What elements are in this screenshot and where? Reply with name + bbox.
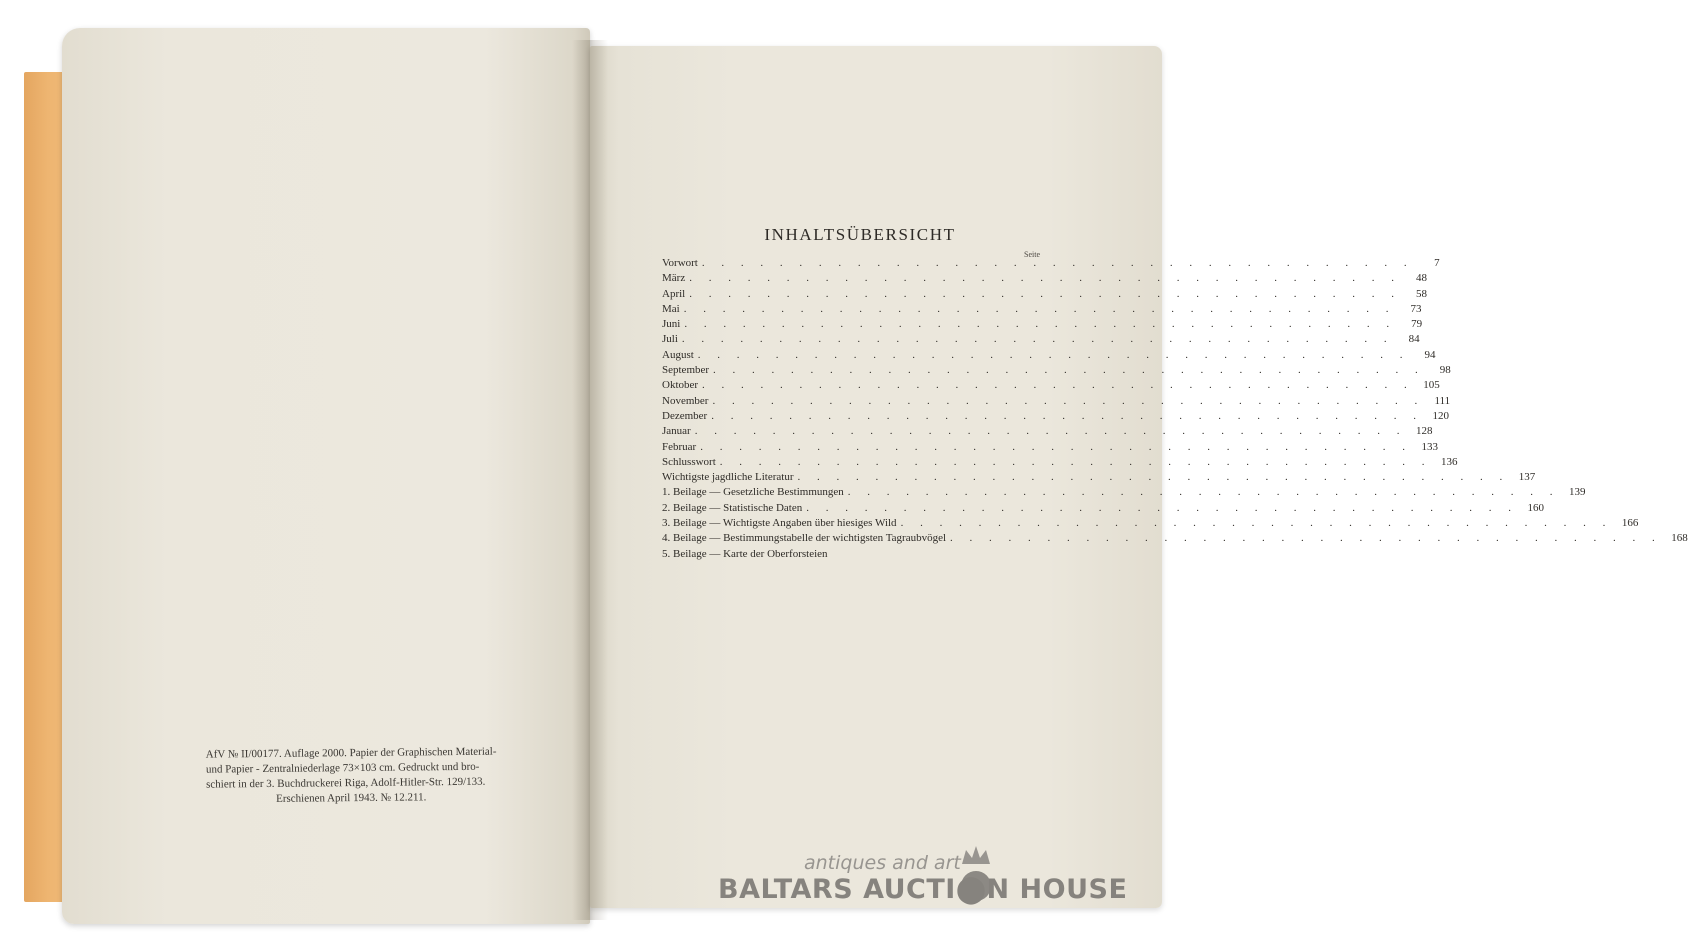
toc-leader-dots: . . . . . . . . . . . . . . . . . . . . . . . . . . . . . . . . . . . . . [697, 348, 1410, 361]
toc-entry [662, 271, 1427, 286]
toc-entry [662, 440, 1438, 455]
toc-entry-page: 84 [1408, 333, 1420, 346]
toc-entry-label: September [662, 364, 710, 377]
toc-entry [662, 287, 1427, 302]
toc-leader-dots: . . . . . . . . . . . . . . . . . . . . . . . . . . . . . . . . . . . . . [712, 394, 1425, 407]
toc-entry [662, 348, 1436, 363]
imprint-line: und Papier - Zentralniederlage 73×103 cm. Gedruckt und bro- [205, 760, 480, 776]
toc-entry-page: 128 [1415, 425, 1433, 438]
toc-leader-dots: . . . . . . . . . . . . . . . . . . . . . . . . . . . . . . . . . . . . . [694, 425, 1407, 438]
toc-entry-label: Mai [662, 302, 680, 315]
toc-entry [662, 470, 1536, 485]
toc-entry [662, 424, 1433, 439]
toc-entry-page: 136 [1441, 455, 1458, 468]
toc-entry-label: Juli [662, 333, 678, 346]
toc-entry [662, 501, 1544, 516]
toc-entry-label: 2. Beilage — Statistische Daten [662, 501, 803, 514]
toc-leader-dots: . . . . . . . . . . . . . . . . . . . . . . . . . . . . . . . . . . . . . [797, 471, 1510, 484]
toc-entry [662, 332, 1420, 347]
toc-entry-label: Januar [662, 425, 691, 438]
toc-entry-label: Vorwort [662, 257, 698, 269]
toc-entry-label: November [662, 394, 709, 407]
toc-entry [662, 516, 1639, 531]
imprint-line: schiert in der 3. Buchdruckerei Riga, Adolf-Hitler-Str. 129/133. [206, 775, 486, 791]
toc-entry-page: 58 [1415, 287, 1427, 300]
toc-entry-label: März [662, 272, 686, 285]
toc-leader-dots: . . . . . . . . . . . . . . . . . . . . . . . . . . . . . . . . . . . . . [900, 517, 1613, 530]
book-spine [572, 40, 608, 920]
imprint-line: Erschienen April 1943. № 12.211. [276, 791, 427, 805]
toc-entry-page: 79 [1411, 318, 1423, 331]
toc-entry [662, 455, 1458, 470]
toc-leader-dots: . . . . . . . . . . . . . . . . . . . . . . . . . . . . . . . . . . . . . [702, 379, 1414, 392]
page-column-label: Seite [1024, 250, 1040, 259]
watermark-name: BALTARS AUCTI⬤N HOUSE [718, 874, 1128, 905]
toc-entry-label: Oktober [662, 379, 699, 392]
toc-entry-page: 120 [1432, 409, 1449, 422]
toc-leader-dots: . . . . . . . . . . . . . . . . . . . . . . . . . . . . . . . . . . . . . [683, 302, 1396, 315]
toc-leader-dots: . . . . . . . . . . . . . . . . . . . . . . . . . . . . . . . . . . . . . [713, 364, 1425, 377]
toc-entry [662, 363, 1451, 378]
toc-entry [662, 302, 1422, 317]
toc-leader-dots: . . . . . . . . . . . . . . . . . . . . . . . . . . . . . . . . . . . . . [711, 409, 1423, 422]
toc-leader-dots: . . . . . . . . . . . . . . . . . . . . . . . . . . . . . . . . . . . . . [719, 455, 1432, 468]
toc-entry-label: Schlusswort [662, 455, 716, 468]
toc-leader-dots: . . . . . . . . . . . . . . . . . . . . . . . . . . . . . . . . . . . . . [701, 257, 1414, 269]
toc-entry-page: 7 [1434, 257, 1440, 269]
toc-entry-page: 166 [1621, 517, 1639, 530]
toc-entry-label: Dezember [662, 409, 708, 422]
toc-entry-page: 137 [1518, 471, 1536, 484]
toc-title: INHALTSÜBERSICHT [764, 225, 956, 244]
toc-entry-label: 1. Beilage — Gesetzliche Bestimmungen [662, 486, 844, 499]
watermark-tagline: antiques and art [804, 852, 961, 874]
toc-entry-label: 4. Beilage — Bestimmungstabelle der wichtigsten Tagraubvögel [662, 532, 947, 545]
toc-entry [662, 485, 1586, 500]
toc-leader-dots: . . . . . . . . . . . . . . . . . . . . . . . . . . . . . . . . . . . . . [847, 486, 1560, 499]
toc-leader-dots: . . . . . . . . . . . . . . . . . . . . . . . . . . . . . . . . . . . . . [950, 532, 1662, 545]
toc-entry-page: 48 [1415, 272, 1427, 285]
toc-entry-label: Februar [662, 440, 697, 453]
toc-leader-dots: . . . . . . . . . . . . . . . . . . . . . . . . . . . . . . . . . . . . . [806, 501, 1518, 514]
toc-leader-dots: . . . . . . . . . . . . . . . . . . . . . . . . . . . . . . . . . . . . . [681, 333, 1394, 346]
toc-entry-page: 133 [1421, 440, 1438, 453]
toc-entry [662, 256, 1440, 271]
toc-entry [662, 394, 1451, 409]
toc-entry-page: 105 [1423, 379, 1440, 392]
toc-entry-label: Juni [662, 318, 681, 331]
toc-entry-label: April [662, 287, 686, 300]
toc-entry [662, 378, 1440, 393]
toc-entry-page: 111 [1434, 394, 1451, 407]
toc-leader-dots: . . . . . . . . . . . . . . . . . . . . . . . . . . . . . . . . . . . . . [700, 440, 1412, 453]
toc-entry-page: 73 [1410, 302, 1422, 315]
toc-entry-page: 168 [1671, 532, 1688, 545]
toc-entry-page: 160 [1527, 501, 1544, 514]
toc-entry-label: 3. Beilage — Wichtigste Angaben über hiesiges Wild [662, 517, 897, 530]
toc-entry-label: Wichtigste jagdliche Literatur [662, 471, 794, 484]
toc-leader-dots: . . . . . . . . . . . . . . . . . . . . . . . . . . . . . . . . . . . . . [689, 272, 1401, 285]
toc-entry-label: August [662, 348, 694, 361]
printing-imprint [206, 744, 517, 807]
toc-leader-dots: . . . . . . . . . . . . . . . . . . . . . . . . . . . . . . . . . . . . . [684, 318, 1397, 331]
table-of-contents [662, 256, 1688, 562]
toc-entry [662, 409, 1449, 424]
toc-entry [662, 531, 1688, 546]
toc-entry [662, 547, 1058, 562]
toc-entry-label: 5. Beilage — Karte der Oberforsteien [662, 547, 828, 560]
toc-entry-page: 139 [1569, 486, 1586, 499]
toc-entry-page: 94 [1424, 348, 1436, 361]
toc-leader-dots: . . . . . . . . . . . . . . . . . . . . . . . . . . . . . . . . . . . . . [689, 287, 1401, 300]
toc-entry-page: 98 [1439, 364, 1451, 377]
imprint-line: AfV № II/00177. Auflage 2000. Papier der Graphischen Material- [205, 745, 497, 761]
toc-entry [662, 317, 1423, 332]
